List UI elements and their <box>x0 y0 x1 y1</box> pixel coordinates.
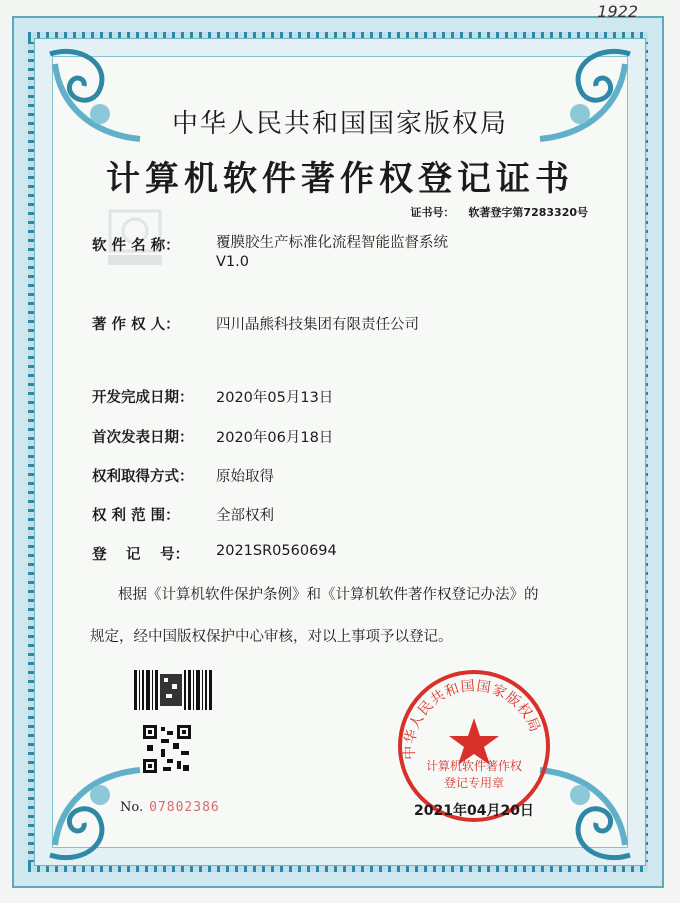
field-label: 首次发表日期： <box>92 430 194 446</box>
certificate-title: 计算机软件著作权登记证书 <box>106 159 574 199</box>
statement-line1: 根据《计算机软件保护条例》和《计算机软件著作权登记办法》的 <box>118 587 539 603</box>
field-value: 全部权利 <box>216 508 274 524</box>
field-dev-complete-date <box>92 386 333 407</box>
handwritten-note: 1922 <box>597 2 638 21</box>
certificate-number-label: 证书号： <box>410 206 455 219</box>
field-rights-method <box>92 465 274 486</box>
serial-label: No. <box>120 800 144 815</box>
software-name-line1: 覆膜胶生产标准化流程智能监督系统 <box>216 235 448 251</box>
serial-number <box>120 800 220 815</box>
seal-text-line1: 计算机软件著作权 <box>425 759 522 773</box>
barcode-icon <box>134 670 214 710</box>
serial-value: 07802386 <box>149 800 220 815</box>
field-value: 2020年05月13日 <box>216 390 334 406</box>
software-version: V1.0 <box>216 254 249 270</box>
field-value: 2021SR0560694 <box>216 543 337 559</box>
field-label: 权利取得方式： <box>92 469 194 485</box>
certificate-number-value: 软著登字第7283320号 <box>468 206 588 219</box>
field-label: 软 件 名 称： <box>92 238 180 254</box>
field-label: 权 利 范 围： <box>92 508 180 524</box>
field-copyright-owner <box>92 313 419 334</box>
field-value: 四川晶熊科技集团有限责任公司 <box>216 317 419 333</box>
field-registration-no <box>92 543 337 564</box>
qr-code-icon <box>143 725 191 773</box>
field-first-pub-date <box>92 426 333 447</box>
field-label: 著 作 权 人： <box>92 317 180 333</box>
field-rights-scope <box>92 504 274 525</box>
field-value: 2020年06月18日 <box>216 430 334 446</box>
issuing-authority: 中华人民共和国国家版权局 <box>171 109 508 139</box>
field-label: 开发完成日期： <box>92 390 194 406</box>
issue-date: 2021年04月20日 <box>414 803 534 819</box>
certificate-number <box>410 204 588 220</box>
seal-text-line2: 登记专用章 <box>443 776 504 790</box>
field-label: 登 记 号： <box>92 547 190 563</box>
field-software-name <box>92 234 448 272</box>
statement-line2: 规定，经中国版权保护中心审核，对以上事项予以登记。 <box>90 629 453 645</box>
seal-arc-text: 中华人民共和国国家版权局 <box>401 678 544 760</box>
field-value <box>216 234 448 272</box>
field-value: 原始取得 <box>216 469 274 485</box>
